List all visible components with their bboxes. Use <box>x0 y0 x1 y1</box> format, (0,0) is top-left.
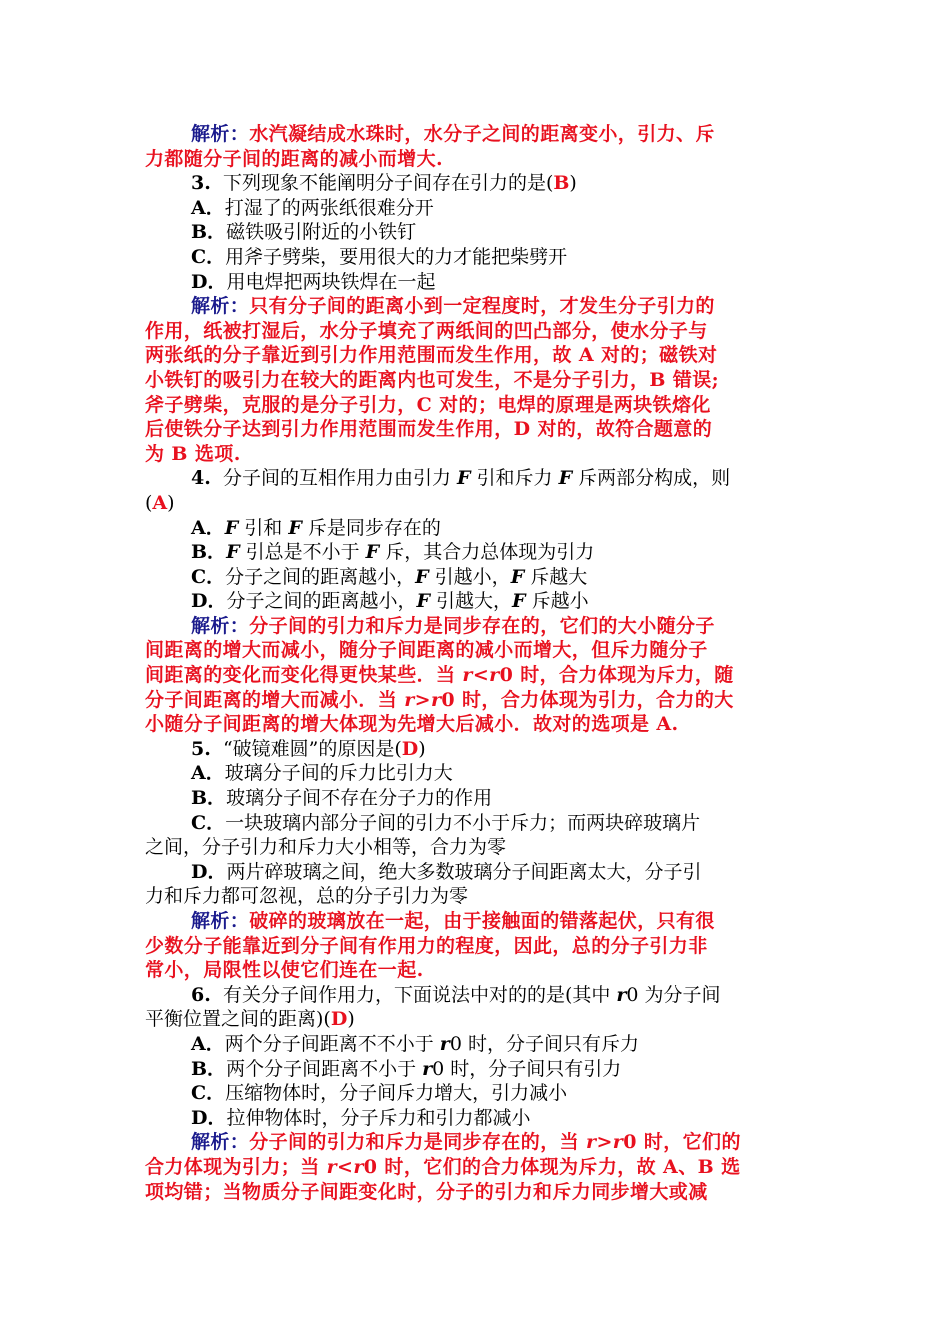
option-c-continued: 之间，分子引力和斥力大小相等，合力为零 <box>145 836 507 859</box>
explanation-label: 解析： <box>191 295 250 318</box>
option-c: C．一块玻璃内部分子间的引力不小于斥力；而两块碎玻璃片 <box>191 811 701 834</box>
option-d: D．拉伸物体时，分子斥力和引力都减小 <box>191 1106 531 1129</box>
option-c: C．用斧子劈柴，要用很大的力才能把柴劈开 <box>191 245 568 268</box>
explanation-line: 小铁钉的吸引力在较大的距离内也可发生，不是分子引力，B 错误; <box>145 368 720 391</box>
option-b: B．两个分子间距离不小于 r0 时，分子间只有引力 <box>191 1057 622 1080</box>
option-d: D．用电焊把两块铁焊在一起 <box>191 270 436 293</box>
option-b: B．玻璃分子间不存在分子力的作用 <box>191 787 493 810</box>
explanation-label: 解析： <box>191 614 250 637</box>
explanation-line: 解析：只有分子间的距离小到一定程度时，才发生分子引力的 <box>191 295 715 318</box>
explanation-line: 后使铁分子达到引力作用范围而发生作用，D 对的，故符合题意的 <box>145 418 713 441</box>
option-b: B．磁铁吸引附近的小铁钉 <box>191 221 417 244</box>
option-a: A．F 引和 F 斥是同步存在的 <box>191 516 441 539</box>
answer-badge: D <box>401 737 419 760</box>
option-b: B．F 引总是不小于 F 斥，其合力总体现为引力 <box>191 541 595 564</box>
question-6-stem: 6. 有关分子间作用力，下面说法中对的的是(其中 r0 为分子间 <box>191 983 721 1006</box>
option-a: A．打湿了的两张纸很难分开 <box>191 196 434 219</box>
answer-badge: A <box>152 491 168 514</box>
option-c: C．压缩物体时，分子间斥力增大，引力减小 <box>191 1082 568 1105</box>
explanation-label: 解析： <box>191 910 250 932</box>
question-4-answer: (A) <box>145 491 175 514</box>
answer-badge: B <box>553 172 570 195</box>
explanation-line: 小随分子间距离的增大体现为先增大后减小．故对的选项是 A. <box>145 713 679 736</box>
question-3-stem: 3. 下列现象不能阐明分子间存在引力的是(B) <box>191 172 577 195</box>
option-d-continued: 力和斥力都可忽视，总的分子引力为零 <box>145 885 469 908</box>
explanation-line: 项均错；当物质分子间距变化时，分子的引力和斥力同步增大或减 <box>145 1180 708 1203</box>
option-a: A．玻璃分子间的斥力比引力大 <box>191 762 453 785</box>
explanation-line: 合力体现为引力；当 r<r0 时，它们的合力体现为斥力，故 A、B 选 <box>145 1155 741 1178</box>
explanation-line: 为 B 选项. <box>145 442 241 465</box>
explanation-line: 间距离的增大而减小，随分子间距离的减小而增大，但斥力随分子 <box>145 639 708 662</box>
explanation-line: 分子间距离的增大而减小．当 r>r0 时，合力体现为引力，合力的大 <box>145 688 734 711</box>
explanation-line: 解析：分子间的引力和斥力是同步存在的，当 r>r0 时，它们的 <box>191 1131 741 1154</box>
explanation-line: 解析：水汽凝结成水珠时，水分子之间的距离变小，引力、斥 <box>191 123 715 145</box>
explanation-line: 作用，纸被打湿后，水分子填充了两纸间的凹凸部分，使水分子与 <box>145 319 708 342</box>
explanation-label: 解析： <box>191 1131 250 1154</box>
explanation-line: 解析：分子间的引力和斥力是同步存在的，它们的大小随分子 <box>191 614 715 637</box>
explanation-label: 解析： <box>191 123 250 145</box>
explanation-line: 常小，局限性以使它们连在一起. <box>145 959 424 982</box>
option-d: D．分子之间的距离越小，F 引越大，F 斥越小 <box>191 590 589 613</box>
explanation-line: 斧子劈柴，克服的是分子引力，C 对的；电焊的原理是两块铁熔化 <box>145 393 711 416</box>
option-c: C．分子之间的距离越小，F 引越小，F 斥越大 <box>191 565 588 588</box>
explanation-line: 力都随分子间的距离的减小而增大. <box>145 147 444 170</box>
explanation-line: 解析：破碎的玻璃放在一起，由于接触面的错落起伏，只有很 <box>191 910 715 932</box>
question-5-stem: 5. “破镜难圆”的原因是(D) <box>191 737 426 760</box>
explanation-line: 两张纸的分子靠近到引力作用范围而发生作用，故 A 对的；磁铁对 <box>145 344 718 367</box>
question-4-stem: 4. 分子间的互相作用力由引力 F 引和斥力 F 斥两部分构成，则 <box>191 467 731 490</box>
explanation-line: 间距离的变化而变化得更快某些．当 r<r0 时，合力体现为斥力，随 <box>145 664 734 687</box>
document-page <box>145 122 810 1204</box>
option-a: A．两个分子间距离不不小于 r0 时，分子间只有斥力 <box>191 1032 639 1055</box>
question-6-stem-continued: 平衡位置之间的距离)(D) <box>145 1008 355 1031</box>
option-d: D．两片碎玻璃之间，绝大多数玻璃分子间距离太大，分子引 <box>191 860 702 883</box>
answer-badge: D <box>330 1008 348 1031</box>
explanation-line: 少数分子能靠近到分子间有作用力的程度，因此，总的分子引力非 <box>145 934 708 957</box>
